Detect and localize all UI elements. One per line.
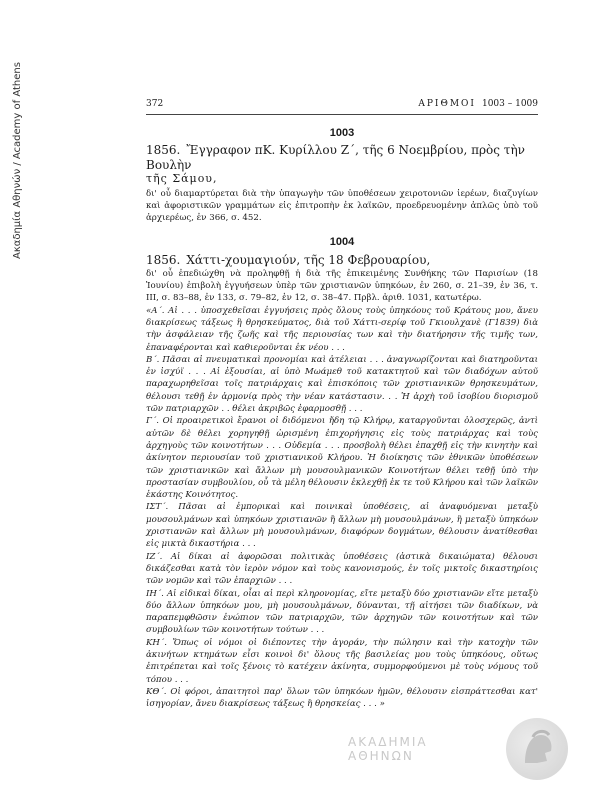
text-paragraph: ΚΘ΄. Οἱ φόροι, ἀπαιτητοὶ παρ' ὅλων τῶν ὑπηκόων ἡμῶν, θέλουσιν εἰσπράττεσθαι κατ' ἰσηγορίαν, ἄνευ διακρίσεως τάξεως ἢ θρησκείας . . . » (146, 686, 538, 710)
running-title-text: ΑΡΙΘΜΟΙ (418, 99, 476, 109)
text-paragraph: Β΄. Πᾶσαι αἱ πνευματικαὶ προνομίαι καὶ ἀτέλειαι . . . ἀναγνωρίζονται καὶ διατηροῦνται ἐν ἰσχύϊ . . . Αἱ ἐξουσίαι, αἱ ὑπὸ Μωάμεθ τοῦ κατακτητοῦ καὶ τῶν διαδόχων αὐτοῦ παραχωρηθεῖσαι τοῖς πατριάρχαις καὶ ἐπισκόποις τῶν χριστιανικῶν θρησκευμάτων, θέλουσι τεθῇ ἐν ἁρμονίᾳ πρὸς τὴν νέαν κατάστασιν. . . Ἡ ἀρχὴ τοῦ ἰσοβίου διορισμοῦ τῶν πατριαρχῶν . . θέλει ἀκριβῶς ἐφαρμοσθῇ . . . (146, 354, 538, 415)
document-number: 1004 (329, 236, 355, 249)
document-number: 1003 (329, 127, 355, 139)
running-range: 1003 – 1009 (481, 99, 538, 109)
archive-stamp-text: Ακαδημία Αθηνών / Academy of Athens (11, 61, 23, 259)
watermark-text: ΑΚΑΔΗΜΙΑ ΑΘΗΝΩΝ (348, 735, 428, 763)
document-entry-1004 (146, 236, 538, 710)
text-paragraph: ΙΖ΄. Αἱ δίκαι αἱ ἀφορῶσαι πολιτικὰς ὑποθέσεις (ἀστικὰ δικαιώματα) θέλουσι δικάζεσθαι κατὰ τὸν ἱερὸν νόμον καὶ τοὺς κανονισμούς, ἐν τοῖς μικτοῖς δικαστηρίοις τῶν νομῶν καὶ τῶν ἐπαρχιῶν . . . (146, 551, 538, 587)
document-abstract: δι' οὗ διαμαρτύρεται διὰ τὴν ὑπαγωγὴν τῶν ὑποθέσεων χειροτονιῶν ἱερέων, διαζυγίων καὶ ἀφοριστικῶν γραμμάτων εἰς ἐπιτροπὴν ἐκ λαϊκῶν, προεδρευομένην ἁπλῶς ὑπὸ τοῦ ἀρχιερέως, ἐν 366, σ. 452. (146, 188, 538, 224)
document-subtitle: τῆς Σάμου, (146, 172, 218, 186)
text-paragraph: ΙΗ΄. Αἱ εἰδικαὶ δίκαι, οἷαι αἱ περὶ κληρονομίας, εἴτε μεταξὺ δύο χριστιανῶν εἴτε μεταξὺ δύο ἄλλων ὑπηκόων μου, μὴ μουσουλμάνων, δύνανται, τῇ αἰτήσει τῶν διαδίκων, νὰ παραπεμφθῶσιν ἐνώπιον τῶν πατριαρχῶν, τῶν ἀρχηγῶν τῶν κοινοτήτων καὶ τῶν συμβουλίων τῶν κοινοτήτων τούτων . . . (146, 588, 538, 636)
document-title (146, 253, 538, 268)
document-title (146, 143, 538, 173)
running-head (146, 98, 538, 115)
archive-stamp (6, 40, 28, 280)
athena-head-icon (506, 718, 568, 780)
document-page (146, 98, 538, 710)
document-title-text: Χάττι-χουμαγιούν, τῆς 18 Φεβρουαρίου, (186, 252, 431, 267)
text-paragraph: ΙΣΤ΄. Πᾶσαι αἱ ἐμπορικαὶ καὶ ποινικαὶ ὑποθέσεις, αἱ ἀναφυόμεναι μεταξὺ μουσουλμάνων καὶ ὑπηκόων χριστιανῶν ἢ ἄλλων μὴ μουσουλμάνων, ἢ μεταξὺ ὑπηκόων χριστιανῶν καὶ ἄλλων μὴ μουσουλμάνων, διαφόρων δογμάτων, θέλουσιν ἀνατίθεσθαι εἰς μικτὰ δικαστήρια . . . (146, 502, 538, 550)
page-number: 372 (146, 99, 164, 109)
academy-watermark (348, 709, 568, 789)
document-year: 1856. (146, 252, 181, 267)
document-year: 1856. (146, 143, 181, 158)
document-title-text: Ἔγγραφον πΚ. Κυρίλλου Ζ΄, τῆς 6 Νοεμβρίου, πρὸς τὴν Βουλὴν (146, 143, 525, 173)
document-entry-1003 (146, 127, 538, 224)
text-paragraph: ΚΗ΄. Ὅπως οἱ νόμοι οἱ διέποντες τὴν ἀγοράν, τὴν πώλησιν καὶ τὴν κατοχὴν τῶν ἀκινήτων κτημάτων εἶσι κοινοὶ δι' ὅλους τῆς βασιλείας μου τοὺς ὑπηκόους, οὕτως ἐπιτρέπεται καὶ τοῖς ξένοις τὸ κατέχειν ἀκίνητα, συμμορφούμενοι μὲ τοὺς νόμους τοῦ τόπου . . . (146, 637, 538, 685)
document-abstract: δι' οὗ ἐπεδιώχθη νὰ προληφθῇ ἡ διὰ τῆς ἐπικειμένης Συνθήκης τῶν Παρισίων (18 Ἰουνίου) ἐπιβολὴ ἐγγυήσεων ὑπὲρ τῶν χριστιανῶν ὑπηκόων, ἐν 260, σ. 21–39, ἐν 36, τ. III, σ. 83–88, ἐν 133, σ. 79–82, ἐν 12, σ. 38–47. Πρβλ. ἀριθ. 1031, κατωτέρω. (146, 268, 538, 304)
text-paragraph: Γ΄. Οἱ προαιρετικοὶ ἔρανοι οἱ διδόμενοι ἤδη τῷ Κλήρῳ, καταργοῦνται ὁλοσχερῶς, ἀντὶ αὐτῶν δὲ θέλει χορηγηθῇ ὡρισμένη ἐπιχορήγησις εἰς τοὺς πατριάρχας καὶ τοὺς ἀρχηγοὺς τῶν κοινοτήτων . . . Οὐδεμία . . . προσβολὴ θέλει ἐπαχθῇ εἰς τὴν κινητὴν καὶ ἀκίνητον περιουσίαν τοῦ χριστιανικοῦ Κλήρου. Ἡ διοίκησις τῶν ἐθνικῶν ὑποθέσεων τῶν χριστιανικῶν καὶ ἄλλων μὴ μουσουλμανικῶν Κοινοτήτων θέλει τεθῇ ὑπὸ τὴν προστασίαν συμβουλίου, οὗ τὰ μέλη θέλουσιν ἐκλεχθῇ ἐκ τε τοῦ Κλήρου καὶ τῶν λαϊκῶν ἑκάστης Κοινότητος. (146, 416, 538, 501)
running-title (418, 98, 538, 110)
text-paragraph: «Α΄. Αἱ . . . ὑποσχεθεῖσαι ἐγγυήσεις πρὸς ὅλους τοὺς ὑπηκόους τοῦ Κράτους μου, ἄνευ διακρίσεως τάξεως ἢ θρησκεύματος, διὰ τοῦ Χάττι-σερίφ τοῦ Γκιουλχανὲ (Γ1839) διὰ τὴν ἀσφάλειαν τῆς ζωῆς καὶ τῆς περιουσίας των καὶ τὴν διατήρησιν τῆς τιμῆς των, ἐπαναφέρονται καὶ καθιεροῦνται ἐκ νέου . . . (146, 305, 538, 353)
